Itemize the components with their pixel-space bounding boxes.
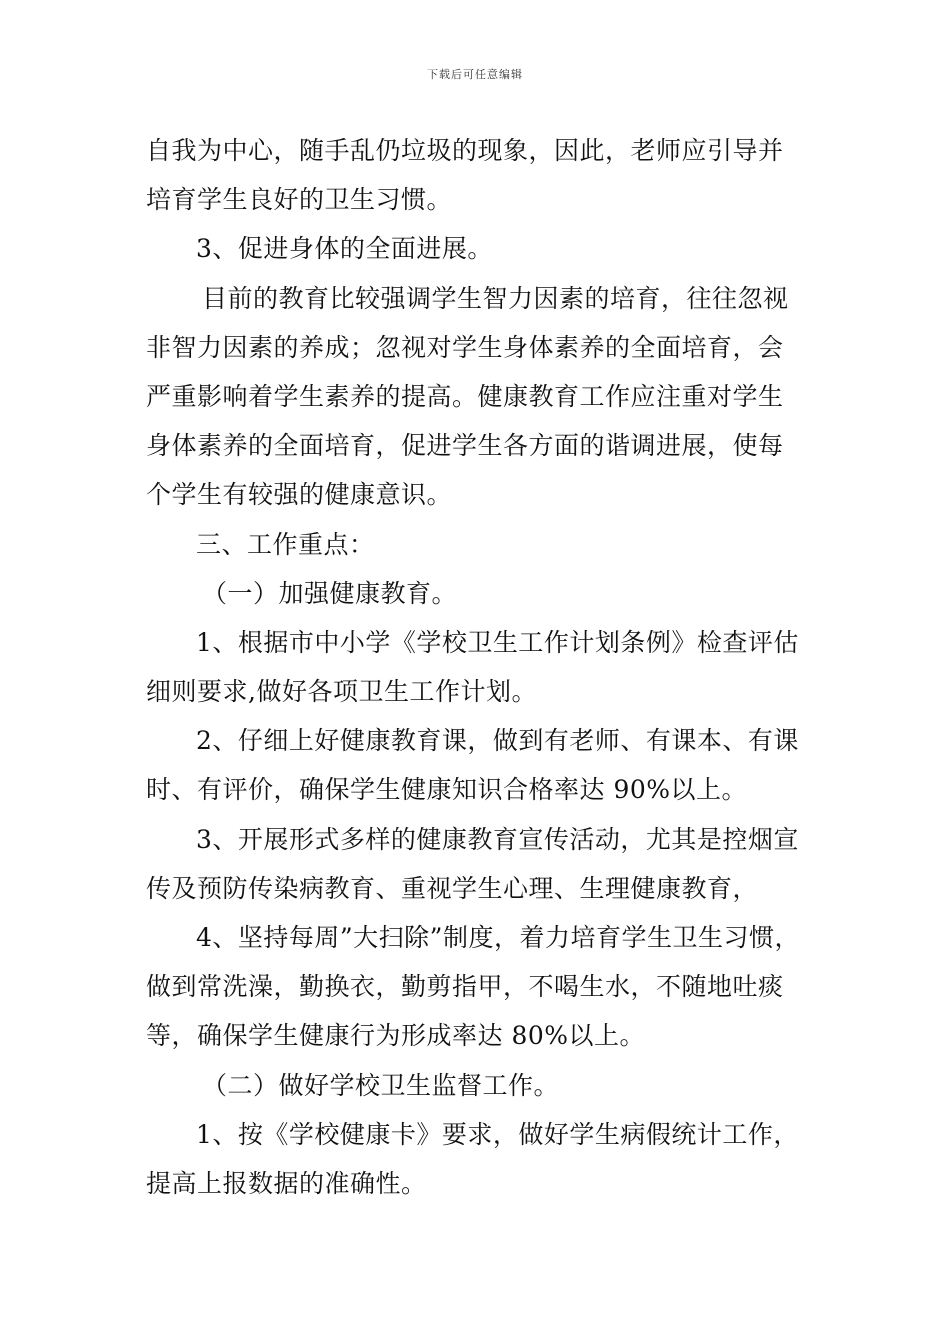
page-header-note: 下载后可任意编辑 (427, 68, 523, 81)
section-heading: 3、促进身体的全面进展。 (196, 234, 493, 264)
subsection-heading: （一）加强健康教育。 (202, 578, 458, 608)
body-line: 传及预防传染病教育、重视学生心理、生理健康教育， (146, 873, 759, 903)
subsection-heading: （二）做好学校卫生监督工作。 (202, 1070, 560, 1100)
body-line: 时、有评价，确保学生健康知识合格率达 90%以上。 (146, 775, 748, 805)
body-line: 严重影响着学生素养的提高。健康教育工作应注重对学生 (146, 381, 784, 411)
paragraph-first-line: 目前的教育比较强调学生智力因素的培育，往往忽视 (202, 283, 789, 313)
list-item-first-line: 1、根据市中小学《学校卫生工作计划条例》检查评估 (196, 627, 799, 657)
list-item-first-line: 1、按《学校健康卡》要求，做好学生病假统计工作， (196, 1119, 799, 1149)
body-line: 细则要求,做好各项卫生工作计划。 (146, 677, 537, 707)
body-line: 非智力因素的养成；忽视对学生身体素养的全面培育，会 (146, 332, 784, 362)
body-line: 培育学生良好的卫生习惯。 (146, 185, 453, 215)
document-body (146, 126, 816, 1208)
section-heading: 三、工作重点： (196, 529, 375, 559)
body-line: 自我为中心，随手乱仍垃圾的现象，因此，老师应引导并 (146, 136, 784, 165)
list-item-first-line: 3、开展形式多样的健康教育宣传活动，尤其是控烟宣 (196, 824, 799, 854)
list-item-first-line: 2、仔细上好健康教育课，做到有老师、有课本、有课 (196, 726, 799, 756)
body-line: 等，确保学生健康行为形成率达 80%以上。 (146, 1021, 646, 1051)
body-line: 身体素养的全面培育，促进学生各方面的谐调进展，使每 (146, 431, 784, 461)
list-item-first-line: 4、坚持每周”大扫除”制度，着力培育学生卫生习惯， (196, 923, 800, 952)
body-line: 提高上报数据的准确性。 (146, 1168, 427, 1198)
body-line: 做到常洗澡，勤换衣，勤剪指甲，不喝生水，不随地吐痰 (146, 972, 784, 1002)
body-line: 个学生有较强的健康意识。 (146, 480, 453, 510)
